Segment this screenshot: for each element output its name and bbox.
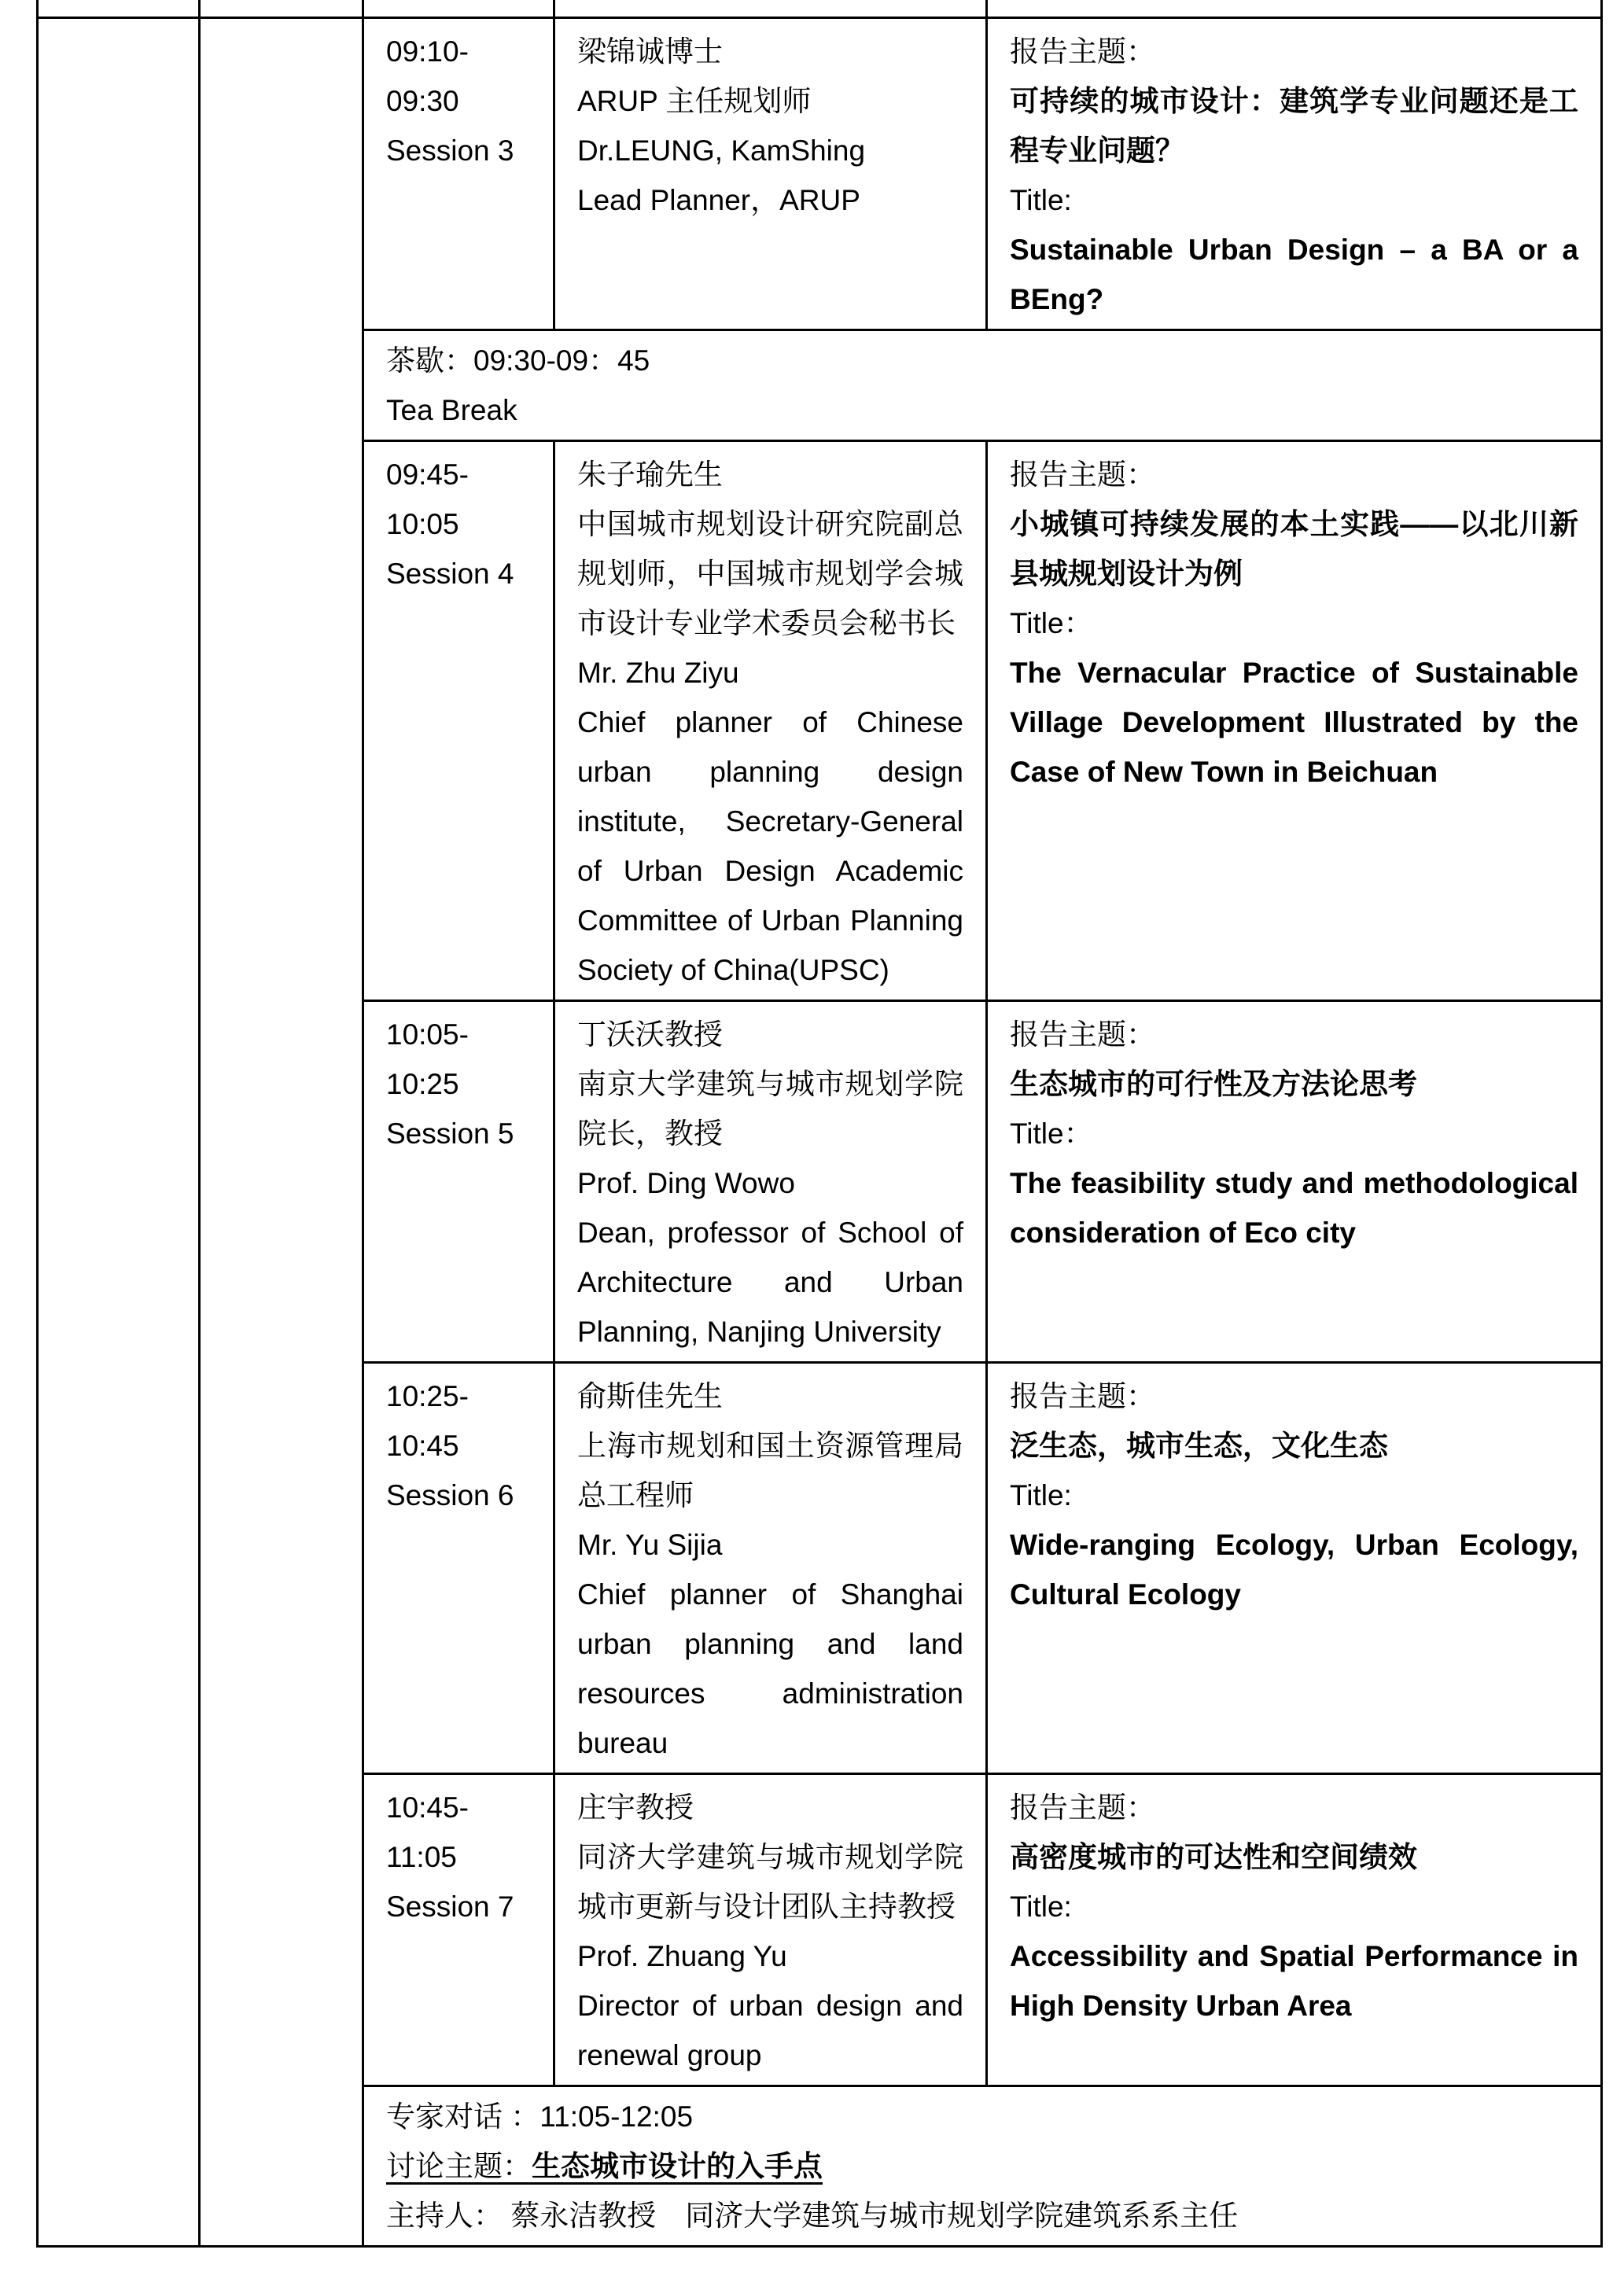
session-row <box>38 18 1602 330</box>
topic-cell <box>987 1774 1602 2086</box>
speaker-line: Mr. Yu Sijia <box>577 1529 723 1561</box>
speaker-line: 梁锦诚博士 <box>577 35 723 68</box>
dialogue-time-line: 专家对话 ：11:05-12:05 <box>386 2100 694 2133</box>
table-top-stub-cell <box>554 0 987 18</box>
tea-break-cell <box>363 330 1602 441</box>
speaker-line: Dean, professor of School of Architecture and Urban Planning, Nanjing University <box>577 1217 963 1348</box>
session-label: Session 7 <box>386 1891 514 1923</box>
session-label: Session 4 <box>386 558 514 590</box>
topic-title: 生态城市的可行性及方法论思考 <box>1010 1068 1417 1100</box>
topic-title: The feasibility study and methodological consideration of Eco city <box>1010 1167 1578 1249</box>
time-cell <box>363 1774 554 2086</box>
topic-title: The Vernacular Practice of Sustainable Village Development Illustrated by the Case of New Town in Beichuan <box>1010 657 1578 788</box>
table-top-stub-row <box>38 0 1602 18</box>
topic-cell <box>987 441 1602 1001</box>
time-cell <box>363 1001 554 1363</box>
speaker-line: 中国城市规划设计研究院副总规划师，中国城市规划学会城市设计专业学术委员会秘书长 <box>577 508 963 639</box>
speaker-line: 庄宇教授 <box>577 1791 694 1824</box>
expert-dialogue-cell <box>363 2086 1602 2247</box>
discussion-topic-line <box>386 2141 1578 2191</box>
topic-cell <box>987 1363 1602 1774</box>
topic-title: 小城镇可持续发展的本土实践——以北川新县城规划设计为例 <box>1010 508 1578 590</box>
tea-break-line: 茶歇：09:30-09：45 <box>386 344 650 377</box>
table-top-stub-cell <box>38 0 200 18</box>
discussion-topic-label: 讨论主题： <box>386 2150 532 2182</box>
speaker-line: 朱子瑜先生 <box>577 458 723 491</box>
session-label: Session 5 <box>386 1117 514 1150</box>
time-cell <box>363 18 554 330</box>
session-label: Session 6 <box>386 1479 514 1511</box>
table-top-stub-cell <box>987 0 1602 18</box>
table-top-stub-cell <box>200 0 363 18</box>
topic-title: Sustainable Urban Design – a BA or a BEng? <box>1010 234 1578 315</box>
speaker-line: Prof. Ding Wowo <box>577 1167 795 1199</box>
topic-label: 报告主题： <box>1010 1791 1155 1824</box>
topic-title: Accessibility and Spatial Performance in High Density Urban Area <box>1010 1940 1578 2022</box>
speaker-line: 南京大学建筑与城市规划学院院长，教授 <box>577 1068 963 1150</box>
speaker-cell <box>554 18 987 330</box>
left-column-cell-1 <box>38 18 200 2247</box>
topic-cell <box>987 18 1602 330</box>
topic-label: 报告主题： <box>1010 1018 1155 1051</box>
speaker-line: 上海市规划和国土资源管理局总工程师 <box>577 1430 963 1511</box>
time-line: 10:25- <box>386 1380 469 1412</box>
topic-label: Title: <box>1010 1891 1072 1923</box>
topic-label: Title: <box>1010 184 1072 216</box>
speaker-line: 俞斯佳先生 <box>577 1380 723 1412</box>
discussion-topic-text: 生态城市设计的入手点 <box>532 2150 823 2182</box>
speaker-line: 丁沃沃教授 <box>577 1018 723 1051</box>
topic-label: Title： <box>1010 1117 1093 1150</box>
speaker-line: Mr. Zhu Ziyu <box>577 657 739 689</box>
speaker-cell <box>554 1363 987 1774</box>
schedule-table <box>36 0 1603 2248</box>
tea-break-line: Tea Break <box>386 394 517 426</box>
topic-label: 报告主题： <box>1010 458 1155 491</box>
left-column-cell-2 <box>200 18 363 2247</box>
time-line: 10:05 <box>386 508 459 540</box>
time-line: 10:25 <box>386 1068 459 1100</box>
speaker-line: Director of urban design and renewal group <box>577 1990 963 2071</box>
table-top-stub-cell <box>363 0 554 18</box>
topic-title: 高密度城市的可达性和空间绩效 <box>1010 1841 1417 1873</box>
time-line: 10:45- <box>386 1791 469 1824</box>
speaker-line: Chief planner of Chinese urban planning design institute, Secretary-General of Urban Design Academic Committee of Urban Planning Society of China(UPSC) <box>577 706 963 986</box>
speaker-line: Prof. Zhuang Yu <box>577 1940 787 1972</box>
topic-title: Wide-ranging Ecology, Urban Ecology, Cultural Ecology <box>1010 1529 1578 1611</box>
host-line: 主持人： 蔡永洁教授 同济大学建筑与城市规划学院建筑系系主任 <box>386 2200 1239 2232</box>
speaker-line: Chief planner of Shanghai urban planning and land resources administration bureau <box>577 1578 963 1759</box>
speaker-cell <box>554 441 987 1001</box>
time-line: 10:45 <box>386 1430 459 1462</box>
topic-label: 报告主题： <box>1010 1380 1155 1412</box>
speaker-cell <box>554 1774 987 2086</box>
time-line: 11:05 <box>386 1841 457 1873</box>
topic-label: Title: <box>1010 1479 1072 1511</box>
time-cell <box>363 441 554 1001</box>
time-line: 09:45- <box>386 458 469 491</box>
topic-cell <box>987 1001 1602 1363</box>
speaker-line: Dr.LEUNG, KamShing <box>577 134 866 167</box>
speaker-cell <box>554 1001 987 1363</box>
time-line: 10:05- <box>386 1018 469 1051</box>
topic-title: 可持续的城市设计：建筑学专业问题还是工程专业问题？ <box>1010 85 1578 167</box>
speaker-line: 同济大学建筑与城市规划学院城市更新与设计团队主持教授 <box>577 1841 963 1923</box>
topic-label: 报告主题： <box>1010 35 1155 68</box>
time-line: 09:30 <box>386 85 459 117</box>
speaker-line: Lead Planner，ARUP <box>577 184 860 216</box>
speaker-line: ARUP 主任规划师 <box>577 85 812 117</box>
time-cell <box>363 1363 554 1774</box>
time-line: 09:10- <box>386 35 469 68</box>
session-label: Session 3 <box>386 134 514 167</box>
topic-label: Title： <box>1010 607 1093 639</box>
topic-title: 泛生态，城市生态，文化生态 <box>1010 1430 1388 1462</box>
